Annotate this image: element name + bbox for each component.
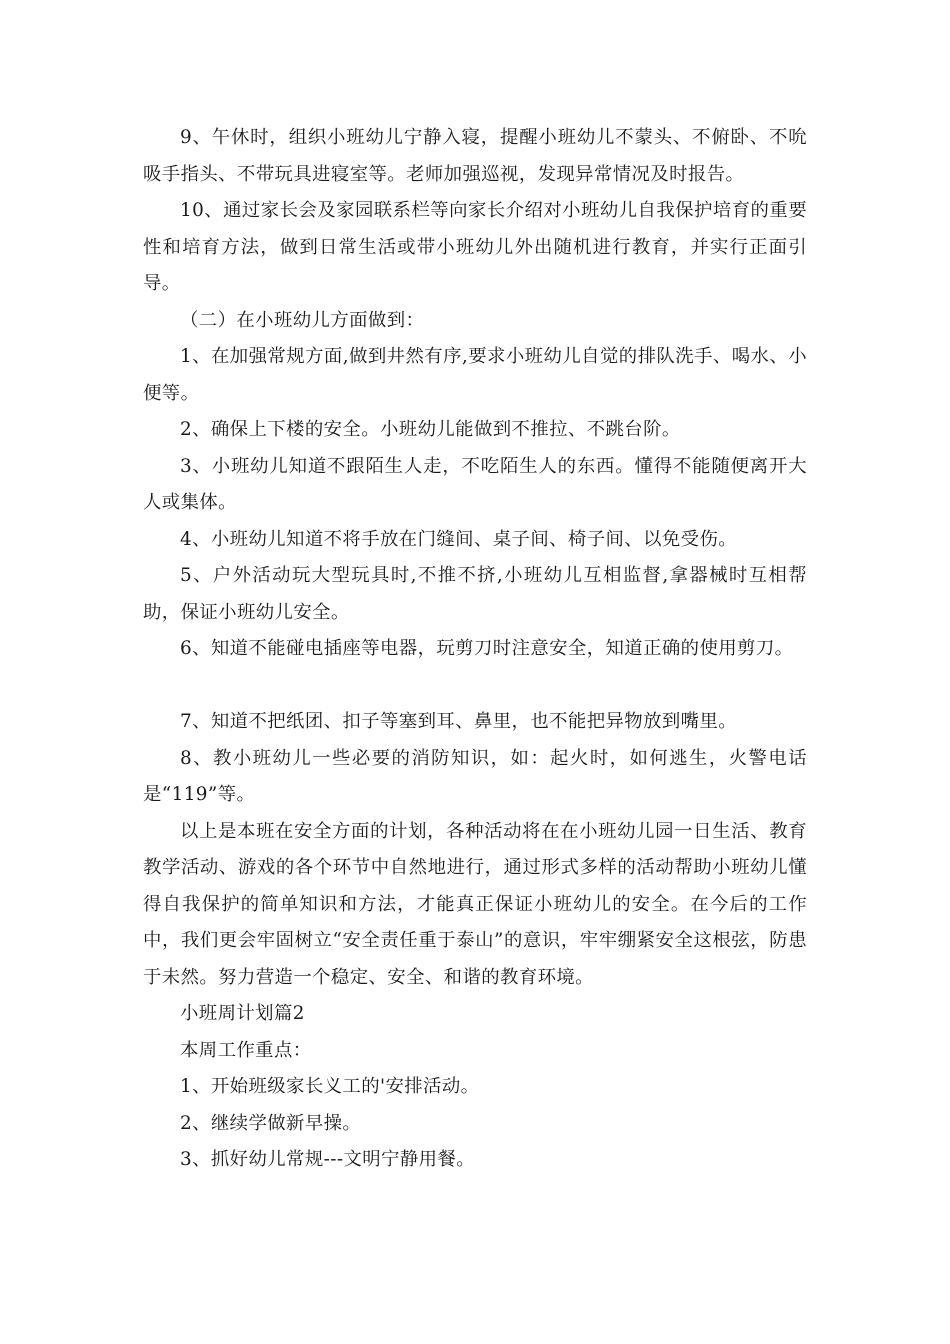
paragraph-item-10: 10、通过家长会及家园联系栏等向家长介绍对小班幼儿自我保护培育的重要性和培育方法，做到日常生活或带小班幼儿外出随机进行教育，并实行正面引导。 xyxy=(143,200,807,294)
focus-item-2: 2、继续学做新早操。 xyxy=(180,1112,362,1134)
section-title-plan-2: 小班周计划篇2 xyxy=(180,1003,305,1024)
paragraph-child-item-3: 3、小班幼儿知道不跟陌生人走，不吃陌生人的东西。懂得不能随便离开大人或集体。 xyxy=(143,455,807,513)
paragraph-child-item-4: 4、小班幼儿知道不将手放在门缝间、桌子间、椅子间、以免受伤。 xyxy=(180,528,738,550)
focus-item-3: 3、抓好幼儿常规---文明宁静用餐。 xyxy=(180,1149,476,1170)
section-subtitle-focus: 本周工作重点： xyxy=(180,1039,312,1061)
blank-line xyxy=(143,668,807,705)
section-heading-children: （二）在小班幼儿方面做到： xyxy=(180,309,425,331)
paragraph-summary: 以上是本班在安全方面的计划，各种活动将在在小班幼儿园一日生活、教育教学活动、游戏的各个环节中自然地进行，通过形式多样的活动帮助小班幼儿懂得自我保护的简单知识和方法，才能真正保证小班幼儿的安全。在今后的工作中，我们更会牢固树立“安全责任重于泰山”的意识，牢牢绷紧安全这根弦，防患于未然。努力营造一个稳定、安全、和谐的教育环境。 xyxy=(143,820,807,988)
paragraph-child-item-1: 1、在加强常规方面,做到井然有序,要求小班幼儿自觉的排队洗手、喝水、小便等。 xyxy=(143,346,807,404)
paragraph-child-item-6: 6、知道不能碰电插座等电器，玩剪刀时注意安全，知道正确的使用剪刀。 xyxy=(180,638,794,659)
paragraph-child-item-8: 8、教小班幼儿一些必要的消防知识，如：起火时，如何逃生，火警电话是“119”等。 xyxy=(143,747,807,805)
paragraph-child-item-5: 5、户外活动玩大型玩具时,不推不挤,小班幼儿互相监督,拿器械时互相帮助，保证小班幼儿安全。 xyxy=(143,565,807,623)
paragraph-child-item-7: 7、知道不把纸团、扣子等塞到耳、鼻里，也不能把异物放到嘴里。 xyxy=(180,711,738,732)
focus-item-1: 1、开始班级家长义工的'安排活动。 xyxy=(180,1076,480,1097)
document-page xyxy=(143,120,807,1179)
paragraph-item-9: 9、午休时，组织小班幼儿宁静入寝，提醒小班幼儿不蒙头、不俯卧、不吮吸手指头、不带玩具进寝室等。老师加强巡视，发现异常情况及时报告。 xyxy=(143,127,807,185)
paragraph-child-item-2: 2、确保上下楼的安全。小班幼儿能做到不推拉、不跳台阶。 xyxy=(180,419,681,440)
